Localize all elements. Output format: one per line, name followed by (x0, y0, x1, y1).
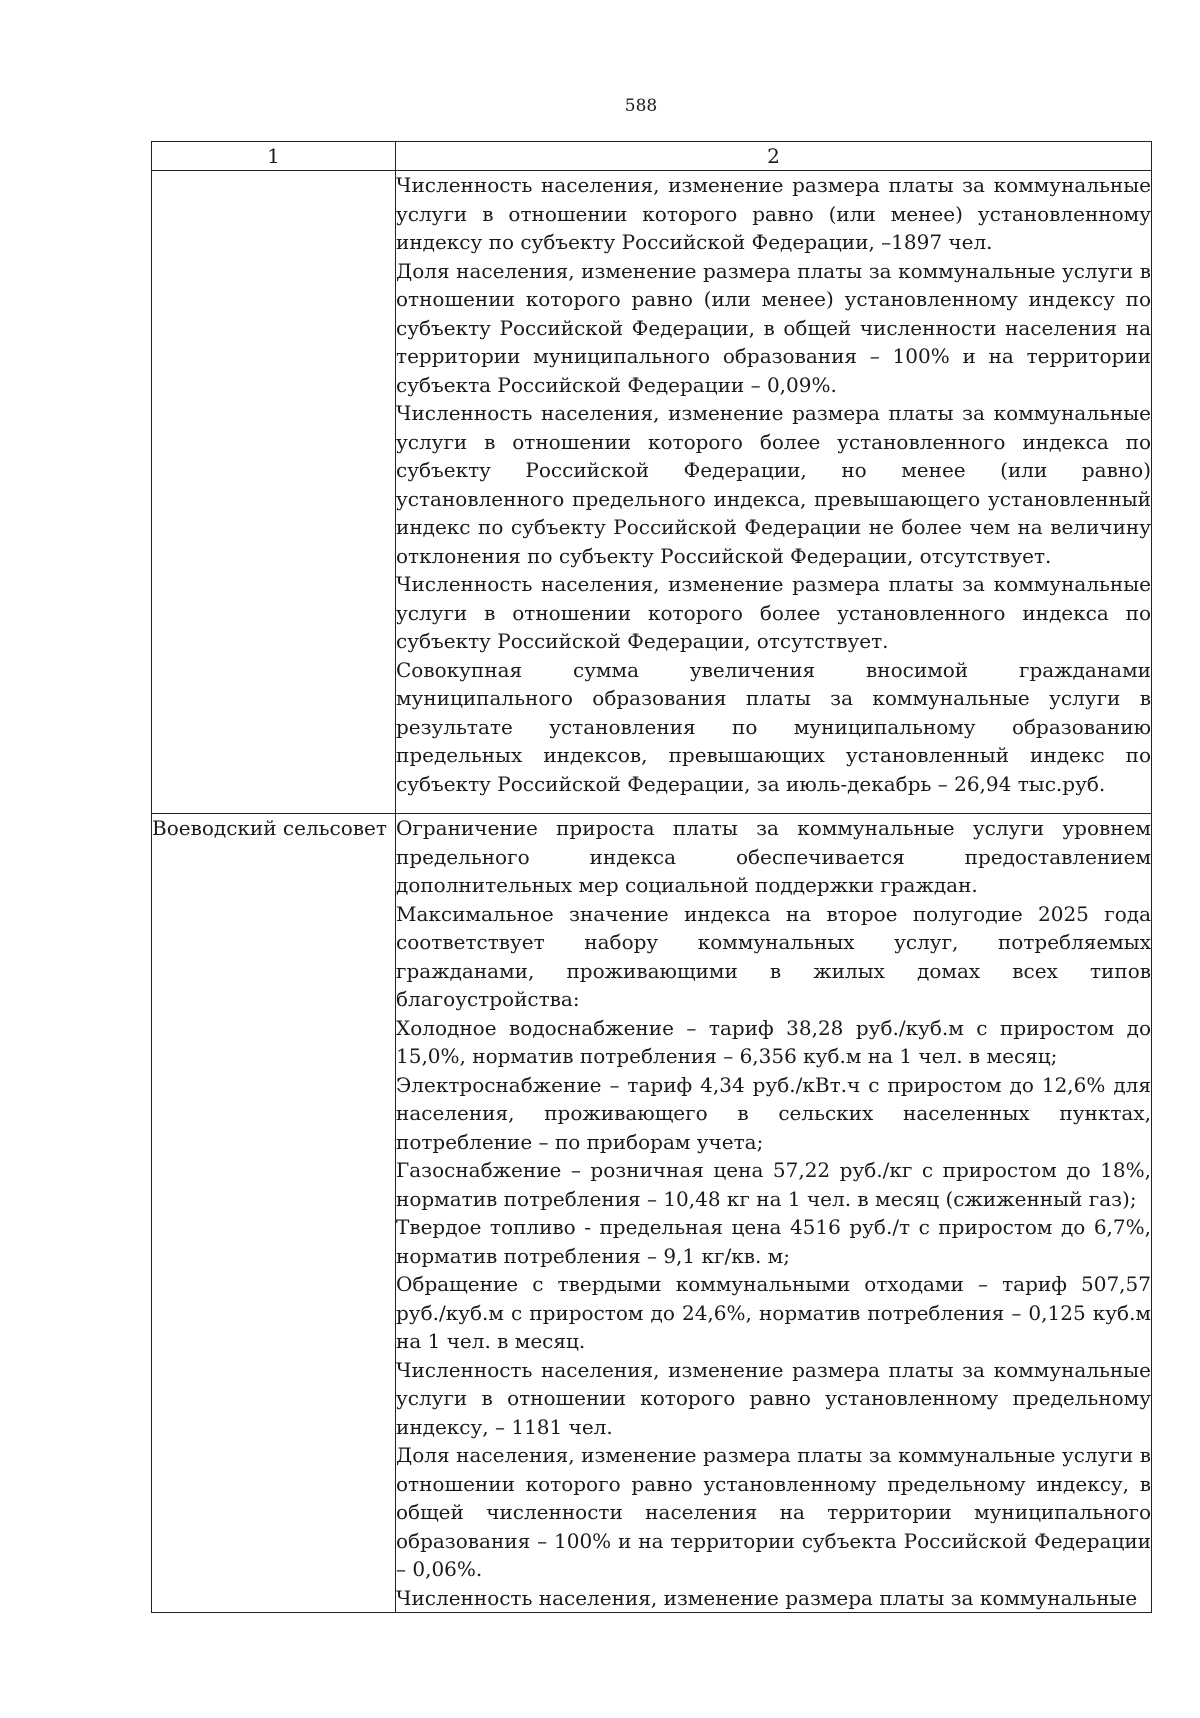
indices-table (151, 141, 1152, 1613)
page-number: 588 (624, 96, 658, 116)
description-paragraph: Доля населения, изменение размера платы за коммунальные услуги в отношении которого равно установленному предельному индексу, в общей численности населения на территории муниципального образования – 100% и на территории субъекта Российской Федерации – 0,06%. (396, 1443, 1151, 1581)
description-paragraph: Твердое топливо - предельная цена 4516 руб./т с приростом до 6,7%, норматив потребления – 9,1 кг/кв. м; (396, 1215, 1151, 1268)
description-paragraph: Численность населения, изменение размера платы за коммунальные услуги в отношении которого равно установленному предельному индексу, – 1181 чел. (396, 1357, 1151, 1439)
description-paragraph: Ограничение прироста платы за коммунальные услуги уровнем предельного индекса обеспечивается предоставлением дополнительных мер социальной поддержки граждан. (396, 816, 1151, 897)
description-cell (396, 171, 1152, 814)
description-paragraph: Численность населения, изменение размера платы за коммунальные услуги в отношении которого более установленного индекса по субъекту Российской Федерации, отсутствует. (396, 572, 1151, 653)
description-paragraph: Совокупная сумма увеличения вносимой гражданами муниципального образования платы за коммунальные услуги в результате установления по муниципальному образованию предельных индексов, превышающих установленный индекс по субъекту Российской Федерации, за июль-декабрь – 26,94 тыс.руб. (396, 657, 1151, 796)
description-paragraph: Доля населения, изменение размера платы за коммунальные услуги в отношении которого равно (или менее) установленному индексу по субъекту Российской Федерации, в общей численности населения на территории муниципального образования – 100% и на территории субъекта Российской Федерации – 0,09%. (396, 258, 1151, 397)
description-paragraph: Обращение с твердыми коммунальными отходами – тариф 507,57 руб./куб.м с приростом до 24,6%, норматив потребления – 0,125 куб.м на 1 чел. в месяц. (396, 1272, 1151, 1353)
table-header-row (152, 142, 1152, 171)
municipality-name-cell: Воеводский сельсовет (152, 814, 396, 1613)
table-row (152, 814, 1152, 1613)
municipality-name-cell (152, 171, 396, 814)
description-paragraph: Холодное водоснабжение – тариф 38,28 руб./куб.м с приростом до 15,0%, норматив потребления – 6,356 куб.м на 1 чел. в месяц; (396, 1015, 1151, 1068)
table-row (152, 171, 1152, 814)
description-paragraph: Численность населения, изменение размера платы за коммунальные услуги в отношении которого более установленного индекса по субъекту Российской Федерации, но менее (или равно) установленного предельного индекса, превышающего установленный индекс по субъекту Российской Федерации не более чем на величину отклонения по субъекту Российской Федерации, отсутствует. (396, 401, 1151, 568)
description-paragraph: Газоснабжение – розничная цена 57,22 руб./кг с приростом до 18%, норматив потребления – 10,48 кг на 1 чел. в месяц (сжиженный газ); (396, 1158, 1151, 1211)
description-paragraph: Численность населения, изменение размера платы за коммунальные (396, 1585, 1138, 1610)
description-paragraph: Максимальное значение индекса на второе полугодие 2025 года соответствует набору коммунальных услуг, потребляемых гражданами, проживающими в жилых домах всех типов благоустройства: (396, 901, 1151, 1011)
column-header-1: 1 (152, 142, 396, 171)
column-header-2: 2 (396, 142, 1152, 171)
description-cell (396, 814, 1152, 1613)
description-paragraph: Численность населения, изменение размера платы за коммунальные услуги в отношении которого равно (или менее) установленному индексу по субъекту Российской Федерации, –1897 чел. (396, 173, 1151, 254)
description-paragraph: Электроснабжение – тариф 4,34 руб./кВт.ч с приростом до 12,6% для населения, проживающего в сельских населенных пунктах, потребление – по приборам учета; (396, 1072, 1151, 1154)
